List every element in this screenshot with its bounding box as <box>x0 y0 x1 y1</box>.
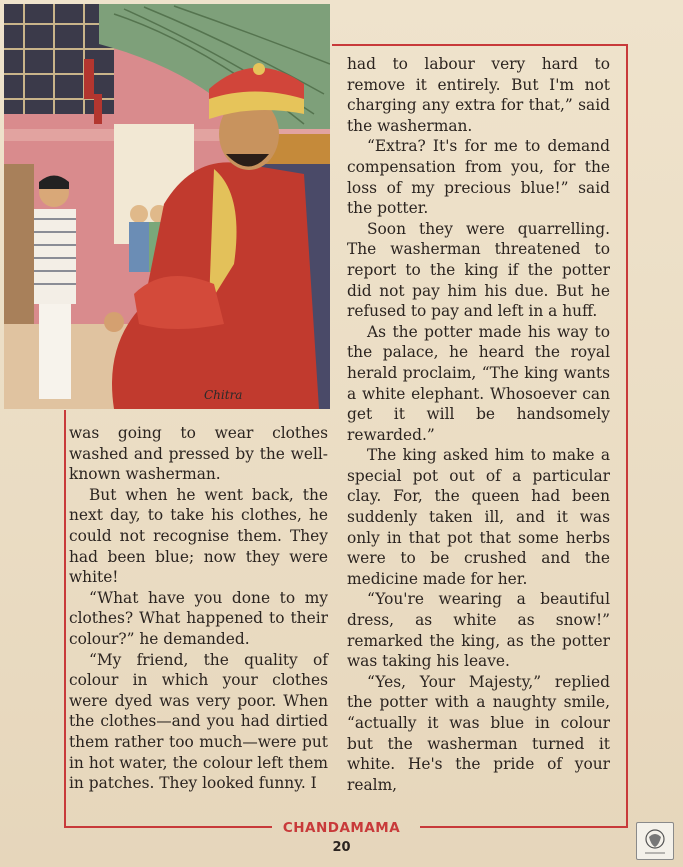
rule-left-vertical <box>64 410 66 827</box>
paragraph: “You're wearing a beautiful dress, as white as snow!” remarked the king, as the potter was taking his leave. <box>347 590 610 671</box>
paragraph: “What have you done to my clothes? What happened to their colour?” he demanded. <box>69 588 328 648</box>
logo-stamp-icon <box>636 822 674 860</box>
magazine-name: CHANDAMAMA <box>282 820 401 836</box>
paragraph: As the potter made his way to the palace, he heard the royal herald proclaim, “The king wants a white elephant. Whosoever can get it will be handsomely rewarded.” <box>347 322 610 444</box>
paragraph: “Extra? It's for me to demand compensation from you, for the loss of my precious blue!” said the potter. <box>347 137 610 218</box>
paragraph: Soon they were quarrelling. The washerman threatened to report to the king if the potter did not pay him his due. But he refused to pay and left in a huff. <box>347 219 610 321</box>
paragraph: But when he went back, the next day, to take his clothes, he could not recognise them. They had been blue; now they were white! <box>69 485 328 587</box>
rule-top-horizontal <box>332 44 628 46</box>
paragraph: had to labour very hard to remove it entirely. But I'm not charging any extra for that,” said the washerman. <box>347 55 610 135</box>
artist-signature: Chitra <box>204 388 243 402</box>
page-number: 20 <box>332 840 351 855</box>
illustration-artwork <box>4 4 330 409</box>
right-text-column <box>347 54 610 795</box>
left-text-column <box>69 423 328 794</box>
story-illustration <box>4 4 330 409</box>
paragraph: “My friend, the quality of colour in which your clothes were dyed was very poor. When the clothes—and you had dirtied them rather too much—were put in hot water, the colour left them in patches. They looked funny. I <box>69 650 328 793</box>
paragraph: The king asked him to make a special pot out of a particular clay. For, the queen had been suddenly taken ill, and it was only in that pot that some herbs were to be crushed and the medicine made for her. <box>347 446 610 588</box>
paragraph: was going to wear clothes washed and pressed by the well-known washerman. <box>69 424 328 484</box>
paragraph: “Yes, Your Majesty,” replied the potter with a naughty smile, “actually it was blue in colour but the washerman turned it white. He's the pride of your realm, <box>347 672 610 794</box>
rule-right-vertical <box>626 44 628 827</box>
